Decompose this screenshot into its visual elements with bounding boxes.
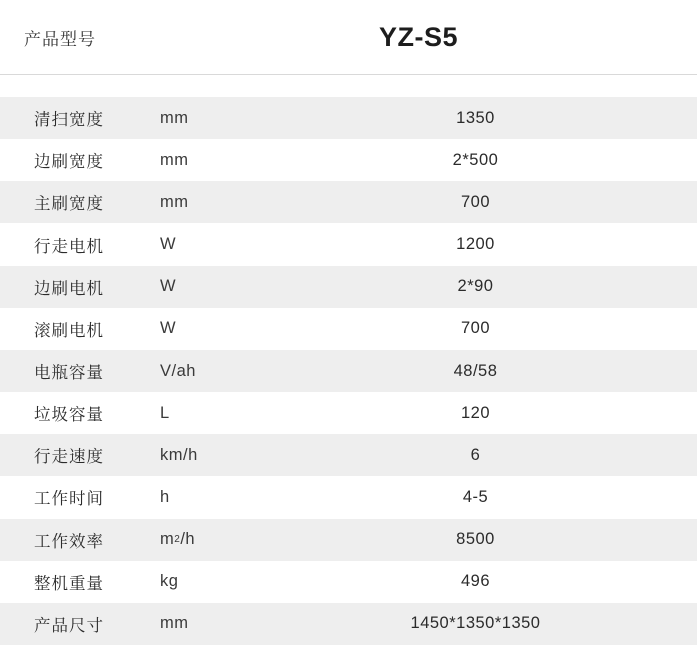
row-value: 496 bbox=[312, 561, 697, 603]
row-unit-text: W bbox=[160, 319, 177, 338]
row-value: 1350 bbox=[312, 97, 697, 139]
spec-header bbox=[0, 0, 697, 75]
row-value: 120 bbox=[312, 392, 697, 434]
row-unit-text: kg bbox=[160, 572, 179, 591]
row-unit: m 2 /h bbox=[130, 519, 312, 561]
row-unit-text: h bbox=[160, 487, 170, 506]
row-unit bbox=[130, 392, 312, 434]
row-name: 工作效率 bbox=[0, 519, 130, 561]
footer-spacer bbox=[0, 645, 697, 659]
row-unit-text: V/ah bbox=[160, 361, 196, 380]
row-unit bbox=[130, 603, 312, 645]
row-unit bbox=[130, 434, 312, 476]
row-unit bbox=[130, 97, 312, 139]
row-value: 6 bbox=[312, 434, 697, 476]
row-unit bbox=[130, 266, 312, 308]
table-row bbox=[0, 97, 697, 139]
row-unit-text: W bbox=[160, 277, 177, 296]
row-value: 700 bbox=[312, 181, 697, 223]
row-value: 2*500 bbox=[312, 139, 697, 181]
header-label: 产品型号 bbox=[24, 29, 96, 49]
table-row bbox=[0, 561, 697, 603]
row-unit-text: m bbox=[160, 530, 175, 549]
row-name: 工作时间 bbox=[0, 476, 130, 518]
row-value: 700 bbox=[312, 308, 697, 350]
row-value: 48/58 bbox=[312, 350, 697, 392]
row-unit bbox=[130, 181, 312, 223]
row-value: 1200 bbox=[312, 223, 697, 265]
table-row bbox=[0, 603, 697, 645]
row-unit-tail: /h bbox=[180, 530, 196, 549]
table-row bbox=[0, 308, 697, 350]
header-spacer bbox=[0, 75, 697, 97]
row-name: 垃圾容量 bbox=[0, 392, 130, 434]
row-unit bbox=[130, 350, 312, 392]
table-row bbox=[0, 434, 697, 476]
table-row bbox=[0, 223, 697, 265]
row-unit-text: mm bbox=[160, 108, 189, 127]
row-unit bbox=[130, 476, 312, 518]
row-unit-text: L bbox=[160, 403, 170, 422]
table-row bbox=[0, 266, 697, 308]
row-name: 产品尺寸 bbox=[0, 603, 130, 645]
row-unit-text: W bbox=[160, 235, 177, 254]
table-row bbox=[0, 350, 697, 392]
row-unit bbox=[130, 308, 312, 350]
row-name: 边刷宽度 bbox=[0, 139, 130, 181]
row-unit bbox=[130, 223, 312, 265]
row-name: 滚刷电机 bbox=[0, 308, 130, 350]
row-value: 1450*1350*1350 bbox=[312, 603, 697, 645]
row-name: 主刷宽度 bbox=[0, 181, 130, 223]
row-unit bbox=[130, 139, 312, 181]
table-row bbox=[0, 181, 697, 223]
row-unit-text: mm bbox=[160, 192, 189, 211]
row-name: 边刷电机 bbox=[0, 266, 130, 308]
row-value: 8500 bbox=[312, 519, 697, 561]
row-value: 4-5 bbox=[312, 476, 697, 518]
table-row bbox=[0, 139, 697, 181]
spec-table bbox=[0, 97, 697, 645]
header-model-value: YZ-S5 bbox=[378, 21, 459, 52]
table-row bbox=[0, 476, 697, 518]
row-unit-text: mm bbox=[160, 614, 189, 633]
row-value: 2*90 bbox=[312, 266, 697, 308]
row-name: 整机重量 bbox=[0, 561, 130, 603]
row-name: 清扫宽度 bbox=[0, 97, 130, 139]
row-unit-text: mm bbox=[160, 150, 189, 169]
row-name: 行走电机 bbox=[0, 223, 130, 265]
row-name: 行走速度 bbox=[0, 434, 130, 476]
row-name: 电瓶容量 bbox=[0, 350, 130, 392]
row-unit bbox=[130, 561, 312, 603]
table-row bbox=[0, 519, 697, 561]
table-row bbox=[0, 392, 697, 434]
row-unit-text: km/h bbox=[160, 445, 198, 464]
